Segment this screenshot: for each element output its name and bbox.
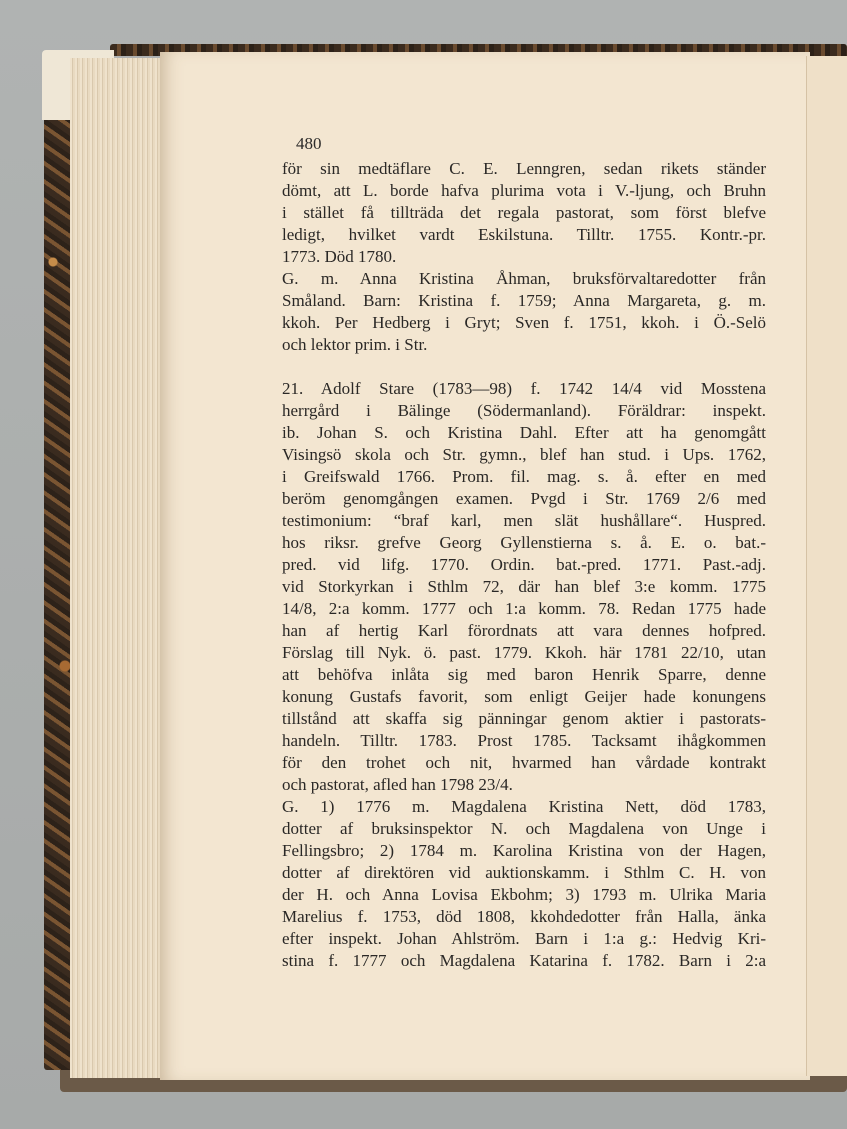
entry-heading-line: 21. Adolf Stare (1783—98) f. 1742 14/4 vid Mosstena xyxy=(282,379,766,398)
text-line: i stället få tillträda det regala pastorat, som först blefve xyxy=(282,203,766,222)
text-line: G. 1) 1776 m. Magdalena Kristina Nett, död 1783, xyxy=(282,797,766,816)
text-line: Fellingsbro; 2) 1784 m. Karolina Kristina von der Hagen, xyxy=(282,841,766,860)
text-line: kkoh. Per Hedberg i Gryt; Sven f. 1751, kkoh. i Ö.-Selö xyxy=(282,313,766,332)
body-text xyxy=(282,158,766,972)
text-line: 1773. Död 1780. xyxy=(282,247,397,266)
page-stack-edges xyxy=(70,58,170,1078)
text-line: handeln. Tilltr. 1783. Prost 1785. Tacksamt ihågkommen xyxy=(282,731,766,750)
text-line: testimonium: “braf karl, men slät hushållare“. Huspred. xyxy=(282,511,766,530)
text-line: stina f. 1777 och Magdalena Katarina f. 1782. Barn i 2:a xyxy=(282,951,766,970)
text-line: Förslag till Nyk. ö. past. 1779. Kkoh. här 1781 22/10, utan xyxy=(282,643,766,662)
text-line: dotter af direktören vid auktionskamm. i Sthlm C. H. von xyxy=(282,863,766,882)
text-line: vid Storkyrkan i Sthlm 72, där han blef 3:e komm. 1775 xyxy=(282,577,766,596)
text-line: ib. Johan S. och Kristina Dahl. Efter att ha genomgått xyxy=(282,423,766,442)
text-line: hos riksr. grefve Georg Gyllenstierna s. å. E. o. bat.- xyxy=(282,533,766,552)
text-line: dotter af bruksinspektor N. och Magdalena von Unge i xyxy=(282,819,766,838)
text-line: för sin medtäflare C. E. Lenngren, sedan rikets ständer xyxy=(282,159,766,178)
text-line: konung Gustafs favorit, som enligt Geijer hade konungens xyxy=(282,687,766,706)
paragraph-gap xyxy=(282,356,766,378)
page-number: 480 xyxy=(296,134,322,153)
text-line: att behöfva inlåta sig med baron Henrik Sparre, denne xyxy=(282,665,766,684)
text-line: för den trohet och nit, hvarmed han vårdade kontrakt xyxy=(282,753,766,772)
text-line: pred. vid lifg. 1770. Ordin. bat.-pred. 1771. Past.-adj. xyxy=(282,555,766,574)
text-line: efter inspekt. Johan Ahlström. Barn i 1:a g.: Hedvig Kri- xyxy=(282,929,766,948)
text-line: Småland. Barn: Kristina f. 1759; Anna Margareta, g. m. xyxy=(282,291,766,310)
text-line: tillstånd att skaffa sig pänningar genom aktier i pastorats- xyxy=(282,709,766,728)
text-line: i Greifswald 1766. Prom. fil. mag. s. å. efter en med xyxy=(282,467,766,486)
text-line: och pastorat, afled han 1798 23/4. xyxy=(282,775,513,794)
text-line: ledigt, hvilket vardt Eskilstuna. Tilltr. 1755. Kontr.-pr. xyxy=(282,225,766,244)
text-line: der H. och Anna Lovisa Ekbohm; 3) 1793 m. Ulrika Maria xyxy=(282,885,766,904)
text-line: Marelius f. 1753, död 1808, kkohdedotter från Halla, änka xyxy=(282,907,766,926)
text-line: beröm genomgången examen. Pvgd i Str. 1769 2/6 med xyxy=(282,489,766,508)
text-line: han af hertig Karl förordnats att vara dennes hofpred. xyxy=(282,621,766,640)
text-line: herrgård i Bälinge (Södermanland). Föräldrar: inspekt. xyxy=(282,401,766,420)
text-line: Visingsö skola och Str. gymn., blef han stud. i Ups. 1762, xyxy=(282,445,766,464)
text-line: och lektor prim. i Str. xyxy=(282,335,428,354)
text-line: 14/8, 2:a komm. 1777 och 1:a komm. 78. Redan 1775 hade xyxy=(282,599,766,618)
text-line: G. m. Anna Kristina Åhman, bruksförvaltaredotter från xyxy=(282,269,766,288)
text-line: dömt, att L. borde hafva plurima vota i V.-ljung, och Bruhn xyxy=(282,181,766,200)
facing-page-edge xyxy=(806,56,847,1076)
